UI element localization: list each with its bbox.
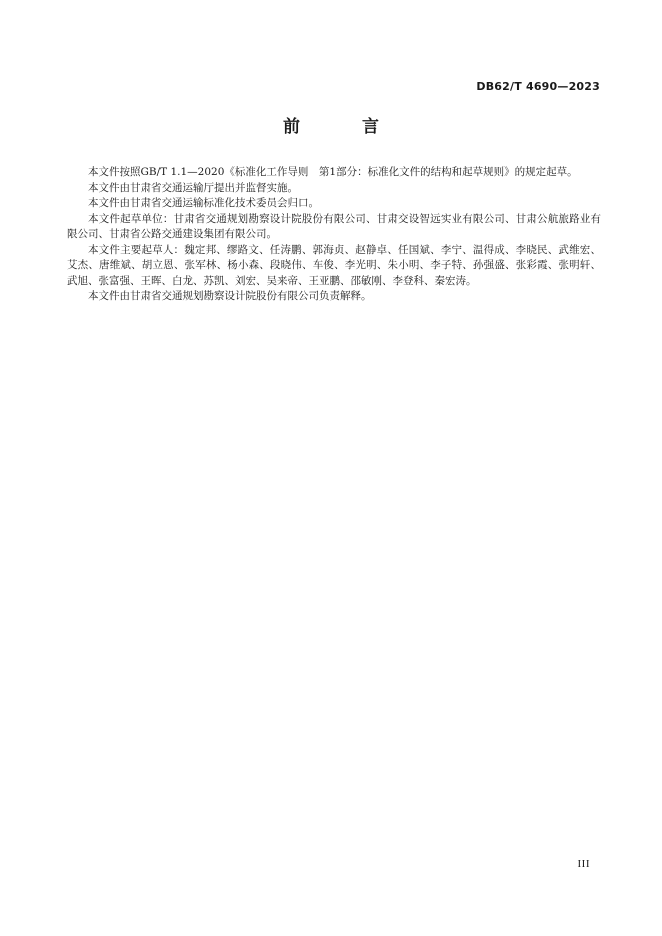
paragraph-drafting-units: 本文件起草单位：甘肃省交通规划勘察设计院股份有限公司、甘肃交设智远实业有限公司、甘肃公航旅路业有限公司、甘肃省公路交通建设集团有限公司。 [67,212,601,240]
paragraph-main-drafters: 本文件主要起草人：魏定邦、缪路文、任涛鹏、郭海贞、赵静卓、任国斌、李宁、温得成、李晓民、武维宏、艾杰、唐维斌、胡立恩、张军林、杨小森、段晓伟、车俊、李光明、朱小明、李子特、孙强盛、张彩霞、张明轩、武旭、张富强、王晖、白龙、苏凯、刘宏、吴来帝、王亚鹏、邵敏刚、李登科、秦宏涛。 [67,243,601,287]
paragraph-proposer: 本文件由甘肃省交通运输厅提出并监督实施。 [88,181,298,194]
standard-number: DB62/T 4690—2023 [476,80,600,93]
paragraph-drafting-rules: 本文件按照GB/T 1.1—2020《标准化工作导则 第1部分：标准化文件的结构和起草规则》的规定起草。 [88,166,578,178]
paragraph-centralized-by: 本文件由甘肃省交通运输标准化技术委员会归口。 [88,197,319,209]
page-number: III [577,858,590,870]
page-title: 前 言 [283,117,407,137]
paragraph-interpretation: 本文件由甘肃省交通规划勘察设计院股份有限公司负责解释。 [88,290,372,302]
foreword-body [67,165,601,305]
